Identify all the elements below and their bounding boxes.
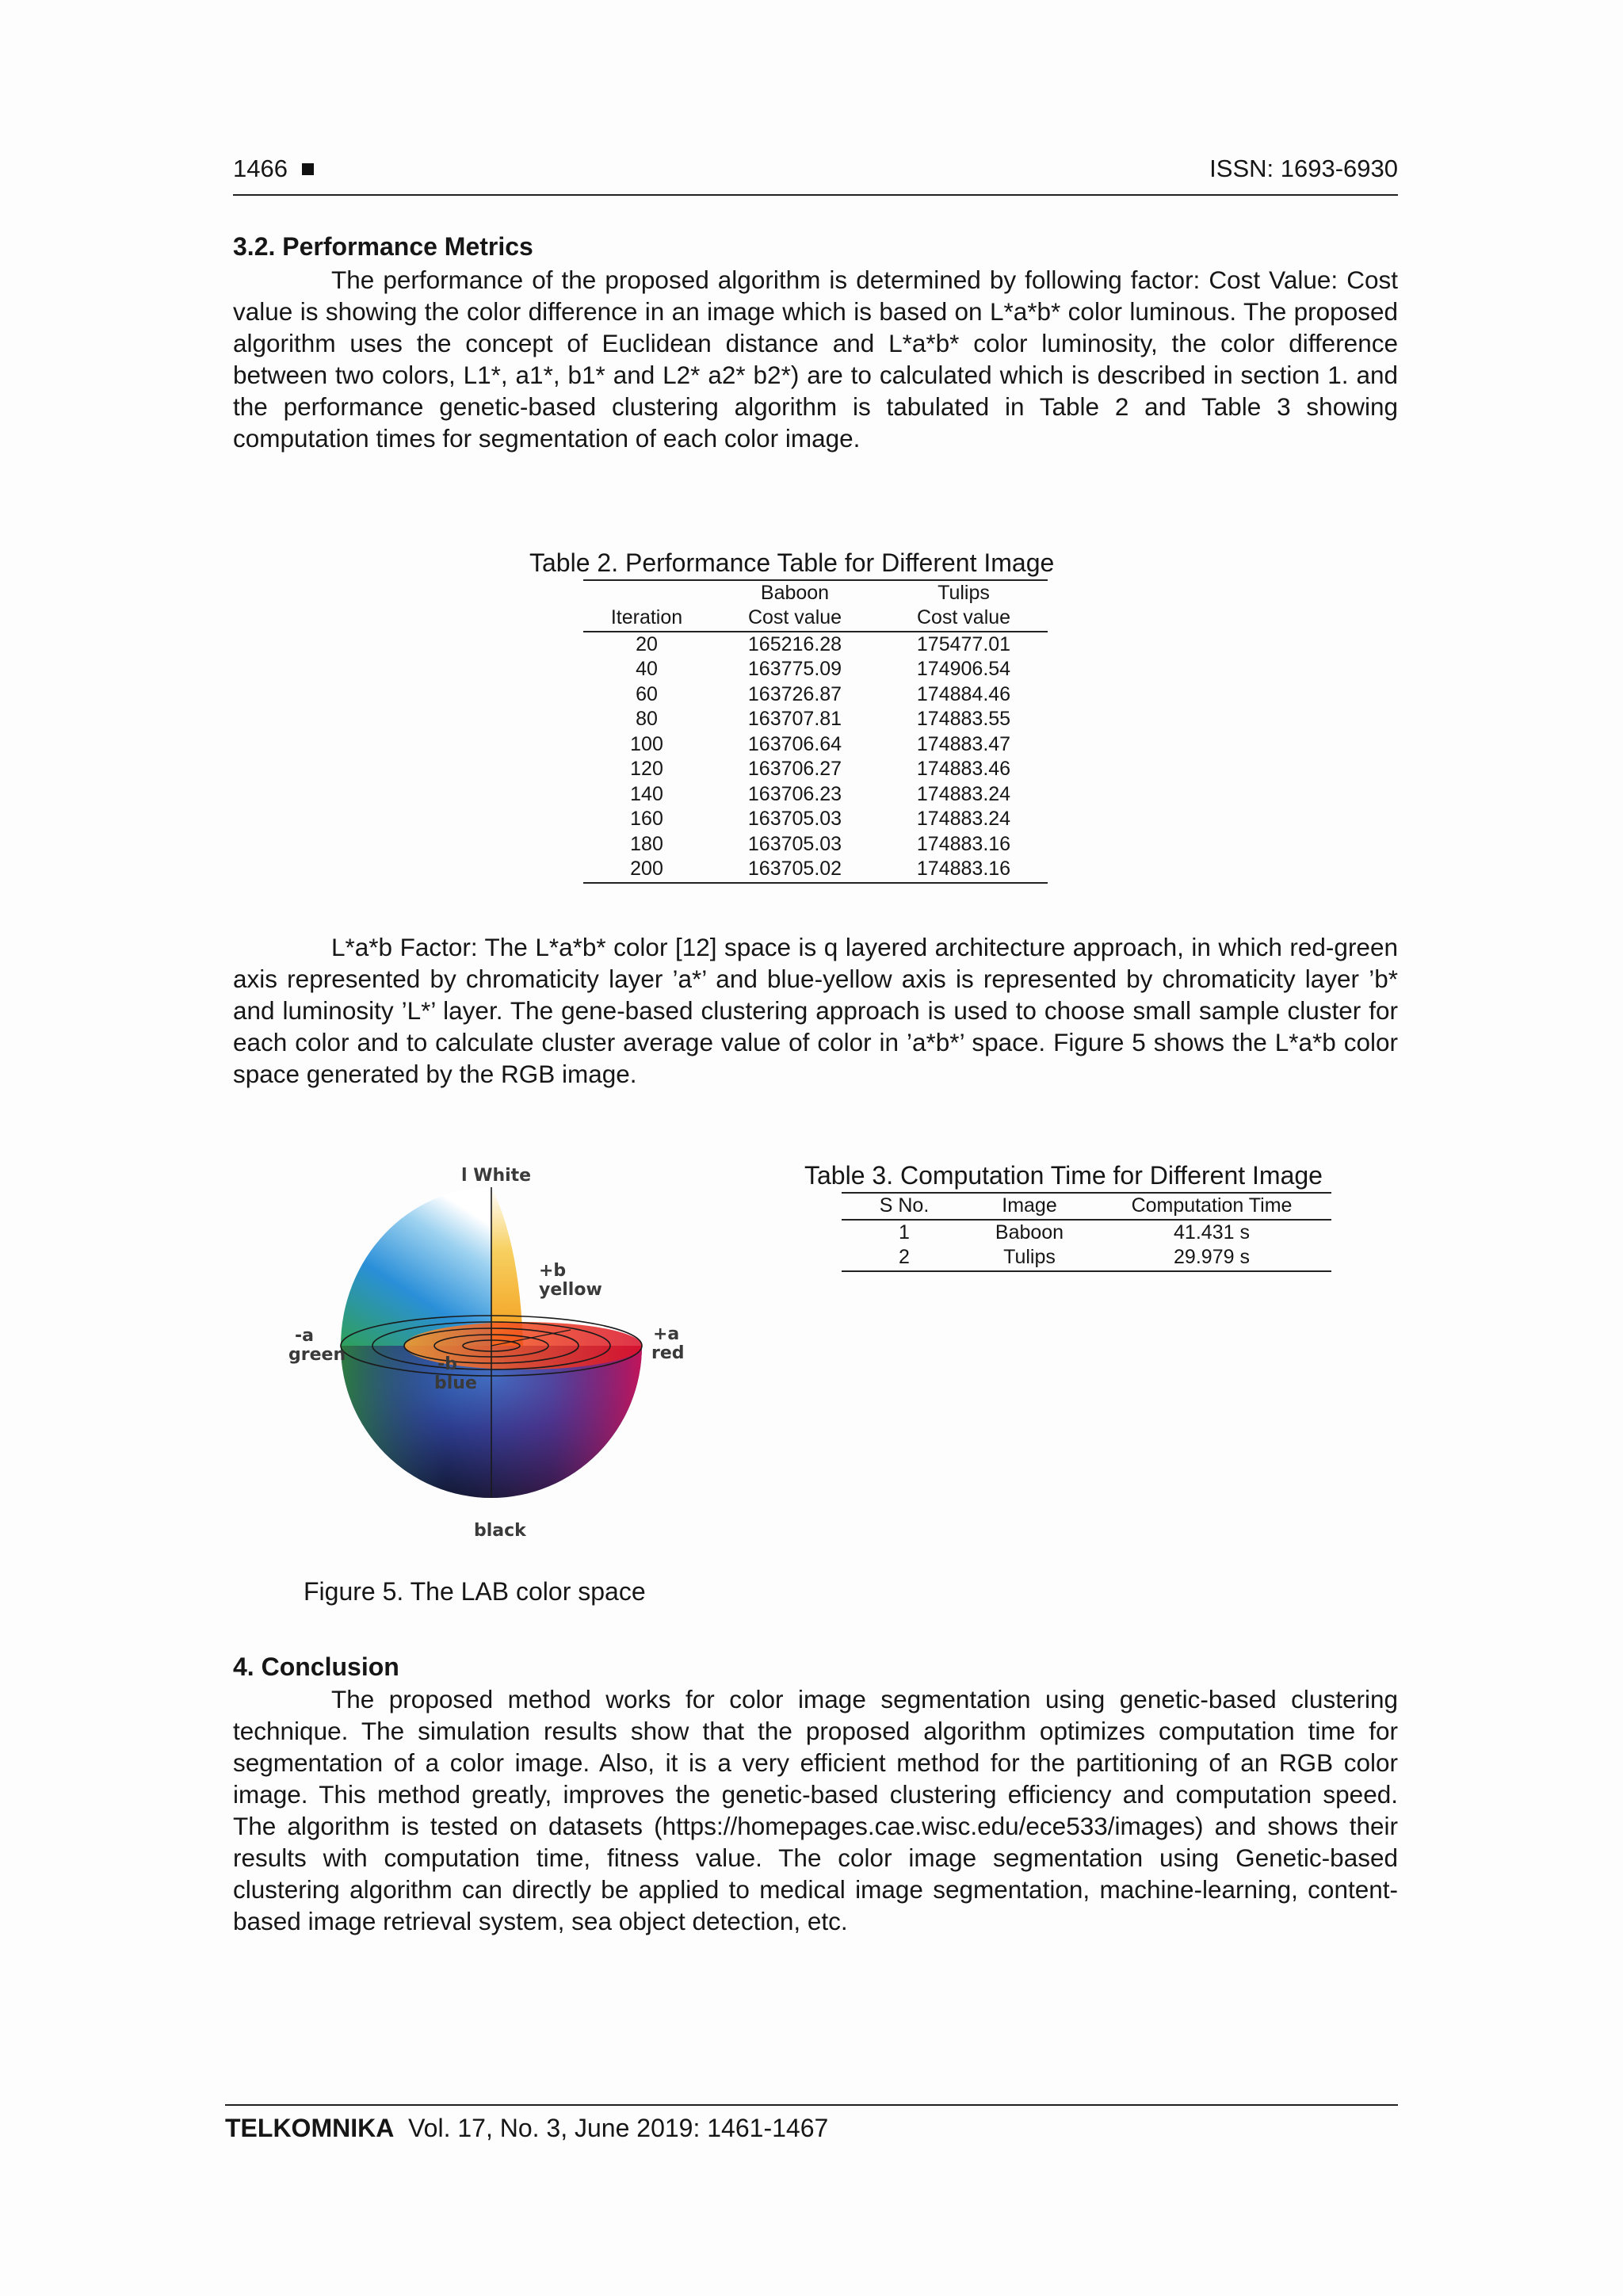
lab-sphere-illustration: [285, 1157, 697, 1545]
table2-group-header: Baboon: [710, 580, 880, 606]
table-cell: Tulips: [967, 1245, 1092, 1271]
table-cell: 174883.47: [916, 732, 1011, 755]
table3-column-header: Image: [967, 1193, 1092, 1220]
paragraph-text: The performance of the proposed algorithm is determined by following factor: Cost Value: Cost value is showing the color difference in an image which is based on L*a*b* color luminous. The proposed algorithm uses the concept of Euclidean distance and L*a*b* color luminosity, the color difference between two colors, L1*, a1*, b1* and L2* a2* b2*) are to calculated which is described in section 1. and the performance genetic-based clustering algorithm is tabulated in Table 2 and Table 3 showing computation times for segmentation of each color image.: [233, 266, 1398, 453]
table-cell: 41.431 s: [1174, 1221, 1250, 1244]
section-heading-conclusion: 4. Conclusion: [233, 1652, 399, 1681]
table-row: [583, 832, 1048, 858]
paragraph-text: L*a*b Factor: The L*a*b* color [12] space is q layered architecture approach, in which red-green axis represented by chromaticity layer ’a*’ and blue-yellow axis is represented by chromaticity layer ’b* and luminosity ’L*’ layer. The gene-based clustering approach is used to choose small sample cluster for each color and to calculate cluster average value of color in ’a*b*’ space. Figure 5 shows the L*a*b color space generated by the RGB image.: [233, 933, 1398, 1088]
page-footer: [225, 2104, 1398, 2143]
table2-group-header: [583, 580, 710, 606]
table-cell: 174906.54: [916, 658, 1011, 680]
page-number: 1466: [233, 155, 288, 182]
table2-column-header: Cost value: [710, 606, 880, 632]
table-cell: 40: [636, 658, 658, 680]
table-row: [583, 732, 1048, 758]
table-row: [583, 682, 1048, 708]
table-cell: 174883.16: [880, 857, 1048, 883]
lab-factor-paragraph: [233, 931, 1398, 1090]
label-yellow: yellow: [539, 1280, 602, 1300]
table-cell: 60: [636, 682, 658, 705]
table2-header-row: [583, 606, 1048, 632]
table-cell: 174884.46: [916, 682, 1011, 705]
table-cell: 163705.02: [710, 857, 880, 883]
table-cell: 29.979 s: [1092, 1245, 1331, 1271]
table-row: [842, 1245, 1331, 1271]
table-cell: 163707.81: [747, 708, 842, 730]
label-white: l White: [461, 1166, 532, 1186]
table3-header-row: [842, 1193, 1331, 1220]
figure-lab-color-space: [285, 1157, 697, 1545]
table-cell: 174883.46: [916, 758, 1011, 780]
label-plus-b: +b: [539, 1261, 567, 1281]
table-row: [583, 782, 1048, 808]
table-row: [842, 1220, 1331, 1246]
page-number-block: [233, 155, 314, 183]
table-cell: 163775.09: [747, 658, 842, 680]
table-row: [583, 707, 1048, 732]
table-cell: 80: [636, 708, 658, 730]
table-row: [583, 657, 1048, 682]
table3-column-header: Computation Time: [1092, 1193, 1331, 1220]
label-red: red: [651, 1343, 685, 1363]
journal-name: TELKOMNIKA: [225, 2114, 395, 2142]
section-paragraph-performance-metrics: [233, 264, 1398, 454]
table-cell: 180: [630, 832, 663, 855]
table-row: [583, 857, 1048, 883]
label-blue: blue: [434, 1373, 477, 1393]
page-header: [233, 155, 1398, 196]
table2-column-header: Cost value: [880, 606, 1048, 632]
figure5-caption: Figure 5. The LAB color space: [304, 1577, 646, 1606]
table-cell: 163726.87: [747, 682, 842, 705]
table-cell: 163705.03: [747, 832, 842, 855]
label-minus-b: -b: [437, 1354, 457, 1374]
table-cell: 20: [636, 632, 658, 655]
issn: ISSN: 1693-6930: [1209, 155, 1398, 182]
table2-caption: Table 2. Performance Table for Different Image: [529, 548, 1055, 577]
table-cell: 1: [899, 1221, 910, 1244]
table-cell: 163706.64: [747, 732, 842, 755]
table-row: [583, 757, 1048, 782]
table-row: [583, 632, 1048, 658]
table2-column-header: Iteration: [583, 606, 710, 632]
label-plus-a: +a: [653, 1324, 680, 1344]
table-cell: 140: [630, 782, 663, 805]
table3-caption: Table 3. Computation Time for Different Image: [804, 1161, 1323, 1190]
table-cell: 163706.23: [747, 782, 842, 805]
table3-column-header: S No.: [842, 1193, 967, 1220]
table-cell: Baboon: [995, 1221, 1064, 1244]
table-cell: 160: [630, 808, 663, 830]
label-black: black: [474, 1521, 526, 1541]
table2: [583, 579, 1048, 884]
table-cell: 2: [842, 1245, 967, 1271]
table-row: [583, 807, 1048, 832]
paragraph-text: The proposed method works for color image segmentation using genetic-based clustering technique. The simulation results show that the proposed algorithm optimizes computation time for segmentation of a color image. Also, it is a very efficient method for the partitioning of an RGB color image. This method greatly, improves the genetic-based clustering efficiency and computation speed. The algorithm is tested on datasets (https://homepages.cae.wisc.edu/ece533/images) and shows their results with computation time, fitness value. The color image segmentation using Genetic-based clustering algorithm can directly be applied to medical image segmentation, machine-learning, content-based image retrieval system, sea object detection, etc.: [233, 1685, 1398, 1935]
table-cell: 175477.01: [916, 632, 1011, 655]
table-cell: 100: [630, 732, 663, 755]
table-cell: 200: [583, 857, 710, 883]
section-heading-performance-metrics: 3.2. Performance Metrics: [233, 232, 533, 261]
journal-citation: Vol. 17, No. 3, June 2019: 1461-1467: [408, 2114, 829, 2142]
square-bullet-icon: [302, 163, 314, 175]
table-cell: 120: [630, 758, 663, 780]
table2-group-header-row: [583, 580, 1048, 606]
table-cell: 174883.55: [916, 708, 1011, 730]
table-cell: 163705.03: [747, 808, 842, 830]
table-cell: 165216.28: [747, 632, 842, 655]
table-cell: 174883.24: [916, 782, 1011, 805]
label-green: green: [288, 1345, 346, 1365]
label-minus-a: -a: [295, 1326, 314, 1346]
table-cell: 174883.16: [916, 832, 1011, 855]
table2-group-header: Tulips: [880, 580, 1048, 606]
conclusion-paragraph: [233, 1683, 1398, 1937]
table-cell: 163706.27: [747, 758, 842, 780]
table-cell: 174883.24: [916, 808, 1011, 830]
table3: [842, 1192, 1331, 1272]
